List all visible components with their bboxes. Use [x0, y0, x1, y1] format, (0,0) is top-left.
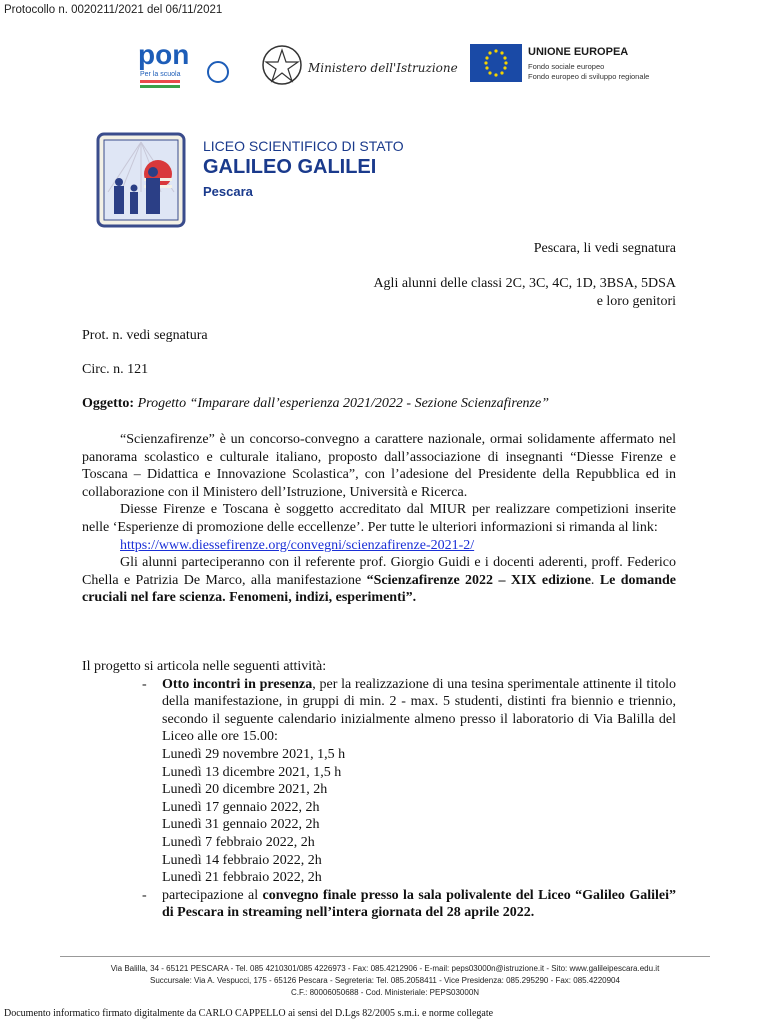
recipients: Agli alunni delle classi 2C, 3C, 4C, 1D, 3BSA, 5DSA: [373, 276, 676, 291]
ue-logo: [470, 44, 670, 84]
pon-sub: Per la scuola: [140, 71, 181, 78]
eu-flag-icon: [470, 44, 522, 82]
digital-signature-note: Documento informatico firmato digitalmente da CARLO CAPPELLO ai sensi del D.Lgs 82/2005 s.m.i. e norme collegate: [4, 1008, 494, 1019]
subject-label: Oggetto:: [82, 396, 135, 411]
convegno-intro: partecipazione al: [162, 887, 263, 903]
ministero-label: Ministero dell'Istruzione: [308, 61, 458, 75]
protocol-number: Protocollo n. 0020211/2021 del 06/11/2021: [4, 4, 223, 16]
ue-fund-social: Fondo sociale europeo: [528, 62, 605, 71]
letter-body: [82, 431, 676, 607]
footer: [60, 956, 710, 999]
list-dash: -: [142, 887, 147, 903]
event-theme: Le domande cruciali nel fare scienza. Fenomeni, indizi, esperimenti”.: [82, 572, 676, 606]
letter-date: Pescara, li vedi segnatura: [533, 241, 676, 256]
date-6: Lunedì 7 febbraio 2022, 2h: [162, 834, 315, 850]
recipients-parents: e loro genitori: [596, 294, 676, 309]
scienzafirenze-link[interactable]: https://www.diessefirenze.org/convegni/scienzafirenze-2021-2/: [120, 537, 475, 553]
activity-item-convegno: [82, 887, 676, 922]
subject-text: Progetto “Imparare dall’esperienza 2021/2022 - Sezione Scienzafirenze”: [137, 396, 549, 411]
ue-title: UNIONE EUROPEA: [528, 46, 629, 58]
meetings-title: Otto incontri in presenza: [162, 676, 313, 692]
school-header: [96, 132, 596, 232]
school-name: GALILEO GALILEI: [203, 156, 377, 178]
date-5: Lunedì 31 gennaio 2022, 2h: [162, 817, 320, 833]
header-logos: [120, 34, 680, 94]
activity-item-meetings: [82, 676, 676, 887]
date-2: Lunedì 13 dicembre 2021, 1,5 h: [162, 764, 342, 780]
event-name: “Scienzafirenze 2022 – XIX edizione: [366, 572, 591, 588]
participants-text: Gli alunni parteciperanno con il referente prof. Giorgio Guidi e i docenti aderenti, proff. Federico Chella e Patrizia De Marco, alla manifestazione: [82, 555, 676, 588]
school-city: Pescara: [203, 184, 253, 199]
pon-logo: [134, 38, 238, 92]
school-crest-icon: [96, 132, 186, 228]
school-type: LICEO SCIENTIFICO DI STATO: [203, 138, 404, 154]
date-1: Lunedì 29 novembre 2021, 1,5 h: [162, 746, 346, 762]
footer-branch: Succursale: Via A. Vespucci, 175 - 65126 Pescara - Segreteria: Tel. 085.2058411 - Vice Presidenza: 085.295290 - Fax: 085.4220904: [150, 976, 620, 985]
list-dash: -: [142, 676, 147, 692]
footer-codes: C.F.: 80006050688 - Cod. Ministeriale: PEPS03000N: [290, 988, 480, 997]
date-3: Lunedì 20 dicembre 2021, 2h: [162, 782, 328, 798]
activities: [82, 658, 676, 922]
meetings-desc: , per la realizzazione di una tesina sperimentale attinente il titolo della manifestazione, in gruppi di min. 2 - max. 5 studenti, distinti fra biennio e triennio, secondo il seguente calendario inizialmente almeno presso il laboratorio di Via Balilla del Liceo alle ore 15.00:: [162, 676, 676, 745]
pon-label: pon: [138, 39, 190, 70]
paragraph-participants: [82, 554, 676, 607]
event-separator: .: [590, 572, 600, 588]
circular-number: Circ. n. 121: [82, 362, 149, 377]
date-4: Lunedì 17 gennaio 2022, 2h: [162, 799, 320, 815]
convegno-desc: convegno finale presso la sala polivalente del Liceo “Galileo Galilei” di Pescara in streaming nell’intera giornata del 28 aprile 2022.: [162, 887, 676, 921]
ministero-logo: [260, 42, 458, 88]
paragraph-intro: “Scienzafirenze” è un concorso-convegno a carattere nazionale, ormai solidamente affermato nel panorama scolastico e culturale italiano, proposto dall’associazione di insegnanti “Diesse Firenze e Toscana – Didattica e Innovazione Scolastica”, con l’adesione del Presidente della Repubblica ed in collaborazione con il Ministero dell’Istruzione, Università e Ricerca.: [82, 432, 676, 500]
activities-intro: Il progetto si articola nelle seguenti attività:: [82, 659, 327, 674]
paragraph-accreditation: Diesse Firenze e Toscana è soggetto accreditato dal MIUR per realizzare competizioni inserite nelle ‘Esperienze di promozione delle eccellenze’. Per tutte le ulteriori informazioni si rimanda al link:: [82, 502, 676, 535]
date-8: Lunedì 21 febbraio 2022, 2h: [162, 870, 322, 886]
protocol-ref: Prot. n. vedi segnatura: [82, 328, 208, 343]
footer-address: Via Balilla, 34 - 65121 PESCARA - Tel. 085 4210301/085 4226973 - Fax: 085.4212906 - E-mail: peps03000n@istruzione.it - Sito: www.galileipescara.edu.it: [110, 964, 660, 973]
date-7: Lunedì 14 febbraio 2022, 2h: [162, 852, 322, 868]
ue-fund-regional: Fondo europeo di sviluppo regionale: [528, 72, 650, 81]
subject-line: [82, 396, 549, 412]
